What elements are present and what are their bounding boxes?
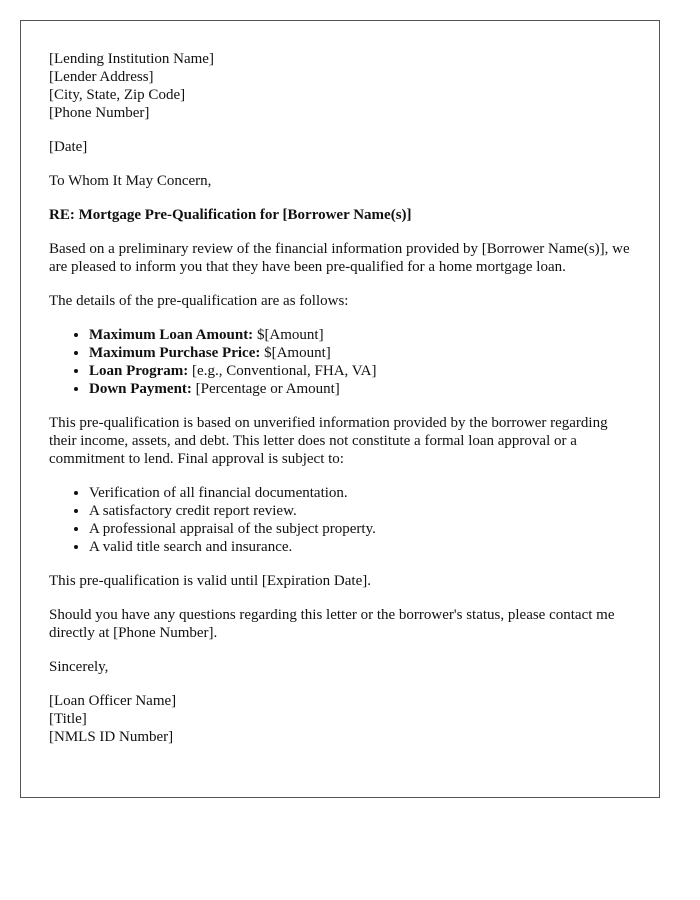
condition-item: • A professional appraisal of the subject property. — [89, 520, 631, 538]
sender-address-block — [49, 50, 631, 122]
validity-paragraph: This pre-qualification is valid until [Expiration Date]. — [49, 573, 371, 589]
detail-item-max-loan — [89, 326, 631, 344]
intro-paragraph: Based on a preliminary review of the financial information provided by [Borrower Name(s)], we are pleased to inform you that they have been pre-qualified for a home mortgage loan. — [49, 241, 630, 275]
details-intro: The details of the pre-qualification are as follows: — [49, 293, 349, 309]
disclaimer-paragraph: This pre-qualification is based on unverified information provided by the borrower regarding their income, assets, and debt. This letter does not constitute a formal loan approval or a commitment to lend. Final approval is subject to: — [49, 415, 608, 467]
sender-city-state-zip: [City, State, Zip Code] — [49, 87, 186, 103]
letter-date: [Date] — [49, 139, 88, 155]
detail-item-max-purchase — [89, 344, 631, 362]
sender-institution-name: [Lending Institution Name] — [49, 51, 214, 67]
signature-block — [49, 692, 631, 746]
closing: Sincerely, — [49, 659, 109, 675]
detail-item-loan-program — [89, 362, 631, 380]
detail-label: Down Payment: — [89, 381, 192, 397]
detail-value: [Percentage or Amount] — [191, 381, 340, 397]
condition-item: • A satisfactory credit report review. — [89, 502, 631, 520]
contact-paragraph: Should you have any questions regarding this letter or the borrower's status, please contact me directly at [Phone Number]. — [49, 607, 615, 641]
conditions-list — [49, 484, 631, 556]
detail-value: $[Amount] — [253, 327, 324, 343]
detail-item-down-payment — [89, 380, 631, 398]
letter-document — [20, 20, 660, 798]
condition-item: • A valid title search and insurance. — [89, 538, 631, 556]
detail-label: Maximum Purchase Price: — [89, 345, 261, 361]
detail-label: Loan Program: — [89, 363, 189, 379]
salutation: To Whom It May Concern, — [49, 173, 212, 189]
signature-title: [Title] — [49, 711, 87, 727]
signature-nmls-id: [NMLS ID Number] — [49, 729, 174, 745]
signature-officer-name: [Loan Officer Name] — [49, 693, 177, 709]
details-list — [49, 326, 631, 398]
detail-value: [e.g., Conventional, FHA, VA] — [188, 363, 377, 379]
sender-phone: [Phone Number] — [49, 105, 150, 121]
sender-address: [Lender Address] — [49, 69, 154, 85]
detail-value: $[Amount] — [260, 345, 331, 361]
condition-item: • Verification of all financial documentation. — [89, 484, 631, 502]
subject-line: RE: Mortgage Pre-Qualification for [Borrower Name(s)] — [49, 207, 412, 223]
detail-label: Maximum Loan Amount: — [89, 327, 254, 343]
